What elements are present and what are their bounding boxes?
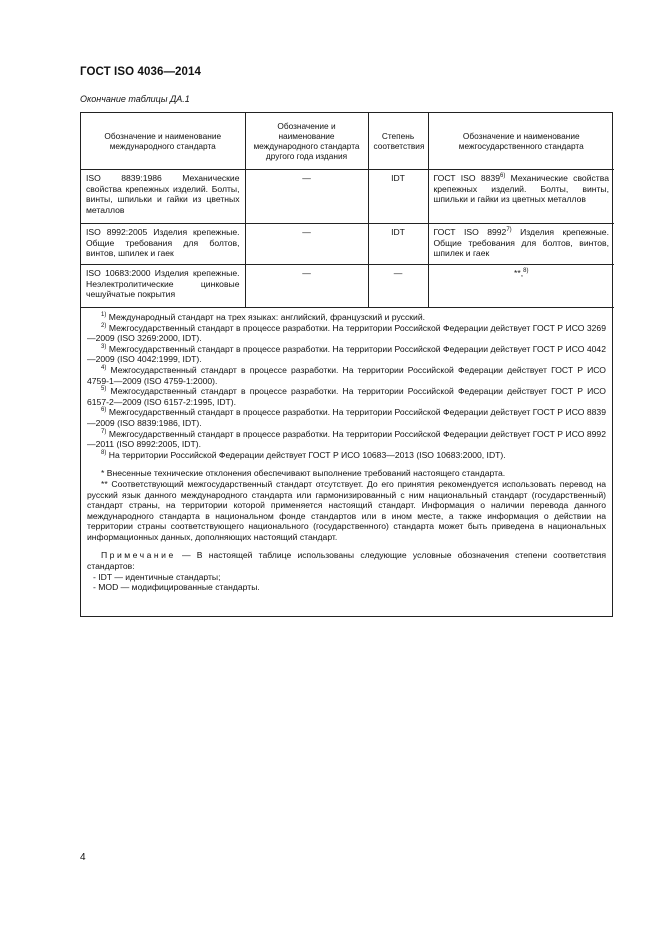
cell-other-year: — xyxy=(245,265,368,308)
cell-interstate xyxy=(428,224,614,265)
footnote-mark: 5) xyxy=(101,386,107,393)
standards-table xyxy=(81,113,614,308)
interstate-title: Изделия крепежные. Общие требования для болтов, винтов, шпилек и гаек xyxy=(433,227,609,258)
note-text: — В настоящей таблице использованы следующие условные обозначения степени соответствия стандартов: xyxy=(87,550,606,572)
footnote xyxy=(87,429,606,450)
header-degree-of-conformity: Степень соответствия xyxy=(368,113,428,170)
table-notes xyxy=(81,308,612,593)
footnote-mark: 8) xyxy=(101,449,107,456)
cell-interstate xyxy=(428,265,614,308)
interstate-code: ГОСТ ISO 8839 xyxy=(433,173,500,183)
table-row xyxy=(81,265,614,308)
interstate-code: ГОСТ ISO 8992 xyxy=(433,227,507,237)
header-other-year-standard: Обозначение и наименование международного стандарта другого года издания xyxy=(245,113,368,170)
footnote-text: Международный стандарт на трех языках: английский, французский и русский. xyxy=(106,312,426,322)
footnote-text: Межгосударственный стандарт в процессе разработки. На территории Российской Федерации действует ГОСТ Р ИСО 3269—2009 (ISO 3269:2000, IDT). xyxy=(87,322,606,344)
cell-international: ISO 10683:2000 Изделия крепежные. Неэлектролитические цинковые чешуйчатые покрытия xyxy=(81,265,245,308)
footnote-text: Межгосударственный стандарт в процессе разработки. На территории Российской Федерации действует ГОСТ Р ИСО 8839—2009 (ISO 8839:1986, IDT). xyxy=(87,407,606,428)
footnote-text: Межгосударственный стандарт в процессе разработки. На территории Российской Федерации действует ГОСТ Р ИСО 8992—2011 (ISO 8992:2005, IDT). xyxy=(87,428,606,450)
footnote-mark: 3) xyxy=(101,343,107,350)
cell-international: ISO 8839:1986 Механические свойства крепежных изделий. Болты, винты, шпильки и гайки из цветных металлов xyxy=(81,170,245,224)
footnote-ref: 6) xyxy=(500,173,506,180)
footnote-text: Межгосударственный стандарт в процессе разработки. На территории Российской Федерации действует ГОСТ Р ИСО 4042—2009 (ISO 4042:1999, IDT). xyxy=(87,343,606,365)
table-row xyxy=(81,224,614,265)
cell-interstate xyxy=(428,170,614,224)
table-header-row xyxy=(81,113,614,170)
cell-degree: IDT xyxy=(368,224,428,265)
footnote-mark: 7) xyxy=(101,428,107,435)
footnote-text: На территории Российской Федерации действует ГОСТ Р ИСО 10683—2013 (ISO 10683:2000, IDT). xyxy=(106,449,506,460)
note-list-item: - MOD — модифицированные стандарты. xyxy=(93,582,260,593)
cell-degree: IDT xyxy=(368,170,428,224)
footnote xyxy=(87,323,606,344)
footnote-mark: 6) xyxy=(101,407,107,414)
footnote-mark: 1) xyxy=(101,312,107,319)
footnote xyxy=(87,407,606,428)
footnote-ref: 8) xyxy=(523,268,529,275)
cell-international: ISO 8992:2005 Изделия крепежные. Общие требования для болтов, винтов, шпилек и гаек xyxy=(81,224,245,265)
document-title: ГОСТ ISO 4036—2014 xyxy=(80,66,202,78)
header-interstate-standard: Обозначение и наименование межгосударственного стандарта xyxy=(428,113,614,170)
interstate-title: Механические свойства крепежных изделий. Болты, винты, шпильки и гайки из цветных металлов xyxy=(433,173,609,204)
cell-other-year: — xyxy=(245,170,368,224)
star-note: * Внесенные технические отклонения обеспечивают выполнение требований настоящего стандарта. xyxy=(101,468,506,479)
footnote xyxy=(87,386,606,407)
table-frame xyxy=(80,112,613,617)
double-star-note: ** Соответствующий межгосударственный стандарт отсутствует. До его принятия рекомендуется использовать перевод на русский язык данного международного стандарта или гармонизированный с ним национальный стандарт (государственный) стандарт страны, на территории которой применяется настоящий стандарт. Информация о наличии перевода данного международного стандарта в национальном фонде стандартов или в ином месте, а также информация о действии на территории страны соответствующего национального (государственного) стандарта может быть приведена в национальных информационных данных, дополняющих настоящий стандарт. xyxy=(87,478,606,542)
cell-other-year: — xyxy=(245,224,368,265)
footnote-text: Межгосударственный стандарт в процессе разработки. На территории Российской Федерации действует ГОСТ Р ИСО 4759-1—2009 (ISO 4759-1:2000). xyxy=(87,364,606,386)
interstate-code: **, xyxy=(514,268,524,278)
footnote-ref: 7) xyxy=(506,227,512,234)
footnote-mark: 2) xyxy=(101,322,107,329)
footnote xyxy=(87,365,606,386)
table-row xyxy=(81,170,614,224)
page-number: 4 xyxy=(80,852,86,863)
footnote xyxy=(87,450,606,461)
header-international-standard: Обозначение и наименование международного стандарта xyxy=(81,113,245,170)
footnote xyxy=(87,344,606,365)
footnote-text: Межгосударственный стандарт в процессе разработки. На территории Российской Федерации действует ГОСТ Р ИСО 6157-2—2009 (ISO 6157-2:1995, IDT). xyxy=(87,386,606,407)
footnote-mark: 4) xyxy=(101,365,107,372)
cell-degree: — xyxy=(368,265,428,308)
note-list-item: - IDT — идентичные стандарты; xyxy=(93,571,221,582)
note-label: Примечание xyxy=(101,550,176,561)
table-caption: Окончание таблицы ДА.1 xyxy=(80,94,190,104)
footnote xyxy=(87,312,606,323)
note-paragraph xyxy=(87,550,606,571)
